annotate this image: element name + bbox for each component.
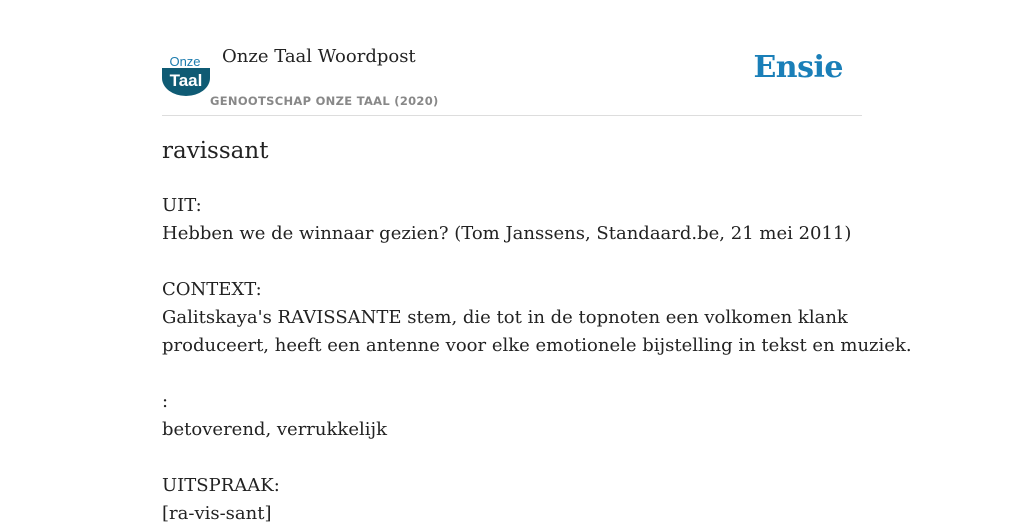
spacer <box>162 248 862 276</box>
definition-text: betoverend, verrukkelijk <box>162 419 387 440</box>
uit-label: UIT: <box>162 195 202 216</box>
context-label: CONTEXT: <box>162 279 262 300</box>
uitspraak-text: [ra-vis-sant] <box>162 503 272 524</box>
logo-text-top: Onze <box>169 54 201 69</box>
definition-label: : <box>162 391 169 412</box>
source-title-link[interactable]: Onze Taal Woordpost <box>222 46 416 67</box>
uit-text: Hebben we de winnaar gezien? (Tom Janssens, Standaard.be, 21 mei 2011) <box>162 223 852 244</box>
logo-text-bottom: Taal <box>169 71 203 90</box>
context-line-2: produceert, heeft een antenne voor elke emotionele bijstelling in tekst en muziek. <box>162 335 912 356</box>
ensie-brand-link[interactable]: Ensie <box>753 50 843 85</box>
entry-header <box>162 0 862 116</box>
entry-card <box>162 0 912 524</box>
spacer <box>162 444 862 472</box>
uitspraak-label: UITSPRAAK: <box>162 475 280 496</box>
context-line-1: Galitskaya's RAVISSANTE stem, die tot in de topnoten een volkomen klank <box>162 307 848 328</box>
onze-taal-logo <box>162 52 210 96</box>
spacer <box>162 360 862 388</box>
source-publisher: GENOOTSCHAP ONZE TAAL (2020) <box>210 94 439 108</box>
entry-headword: ravissant <box>162 138 269 164</box>
entry-body <box>162 192 912 528</box>
